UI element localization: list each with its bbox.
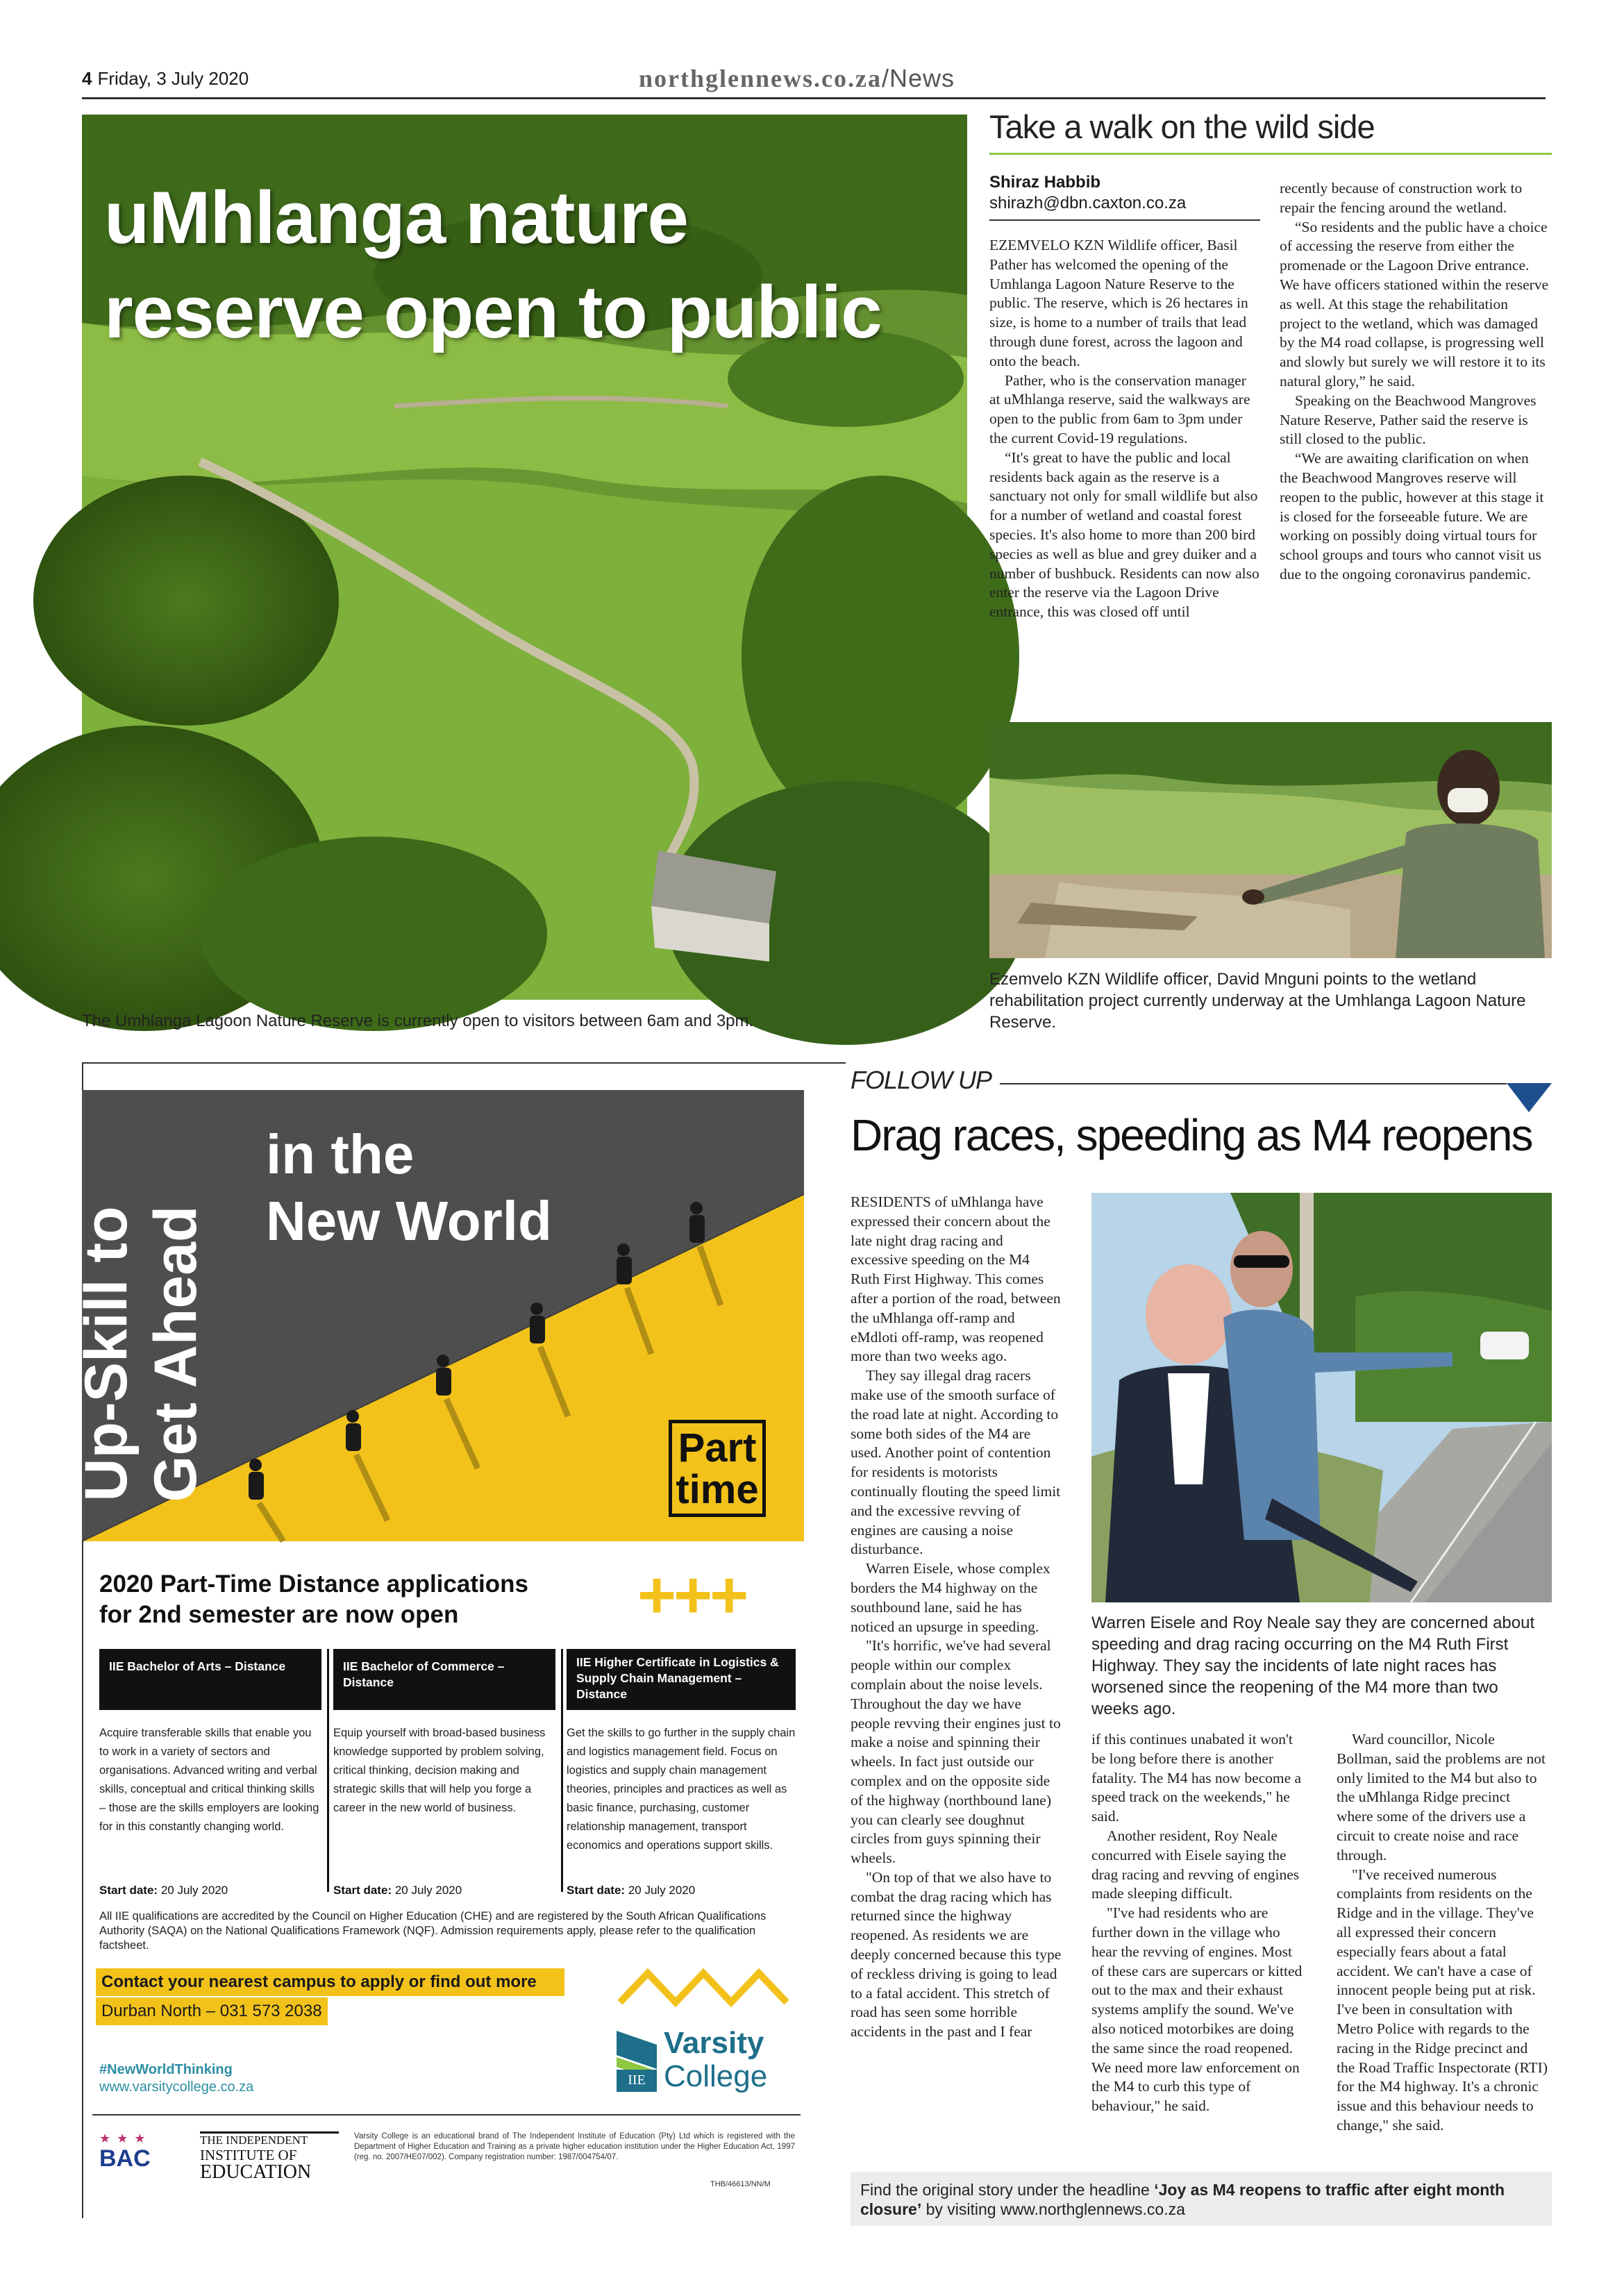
second-story-col-3 [1337,1730,1548,2136]
brand-name [664,2027,767,2093]
start-label: Start date: [333,1884,392,1897]
ad-website-link[interactable]: www.varsitycollege.co.za [99,2079,254,2095]
headline-line-2: reserve open to public [104,270,882,353]
ad-hero [73,1090,804,1541]
contact-campus: Durban North – 031 573 2038 [96,1997,328,2025]
course-title: IIE Higher Certificate in Logistics & Supply Chain Management – Distance [567,1649,796,1710]
footer-suffix[interactable]: by visiting www.northglennews.co.za [921,2200,1185,2218]
header-rule [82,97,1546,99]
iie-name-2: INSTITUTE OF [200,2147,297,2163]
iie-name-1: THE INDEPENDENT [200,2131,339,2147]
ad-title-line-1: 2020 Part-Time Distance applications [99,1570,528,1598]
footer-headline: ‘Joy as M4 reopens to traffic after eight month closure’ [860,2181,1505,2218]
legal-notice: Varsity College is an educational brand of The Independent Institute of Education (Pty) Ltd which is registered with the Department of Higher Education and Training as a private higher education institution under the Higher Education Act, 1997 (reg. no. 2007/HE07/002). Company registration number: 1987/004754/07. [354,2132,795,2161]
officer-pointing-image [989,722,1552,958]
site-name: northglennews.co.za [639,65,882,92]
course-col-2 [333,1649,555,1897]
paragraph: Another resident, Roy Neale concurred with Eisele saying the drag racing and revving of engines made sleeping difficult. [1091,1827,1300,1902]
ad-vertical-heading [72,1132,210,1576]
start-value: 20 July 2020 [628,1884,696,1897]
varsity-college-ad [73,1090,804,2229]
part-time-badge [669,1420,766,1517]
residents-photo [1091,1193,1552,1602]
paragraph: Speaking on the Beachwood Mangroves Nature Reserve, Pather said the reserve is still closed to the public. [1280,392,1537,448]
ad-reference: THB/46613/NN/M [710,2180,771,2188]
start-label: Start date: [99,1884,158,1897]
accreditation-note: All IIE qualifications are accredited by the Council on Higher Education (CHE) and are registered by the South African Qualifications Authority (SAQA) on the National Qualifications Framework (NQF). Admission requirements apply, please refer to the qualification factsheet. [99,1910,767,1952]
site-section: /News [881,64,955,92]
ad-headline-line-1: in the [266,1123,415,1185]
wildlife-officer-photo [989,722,1552,958]
page-number: 4 [82,68,92,89]
iie-name-3: EDUCATION [200,2161,312,2183]
course-desc: Get the skills to go further in the supply chain and logistics management field. Focus on logistics and supply chain management theories, principles and practices as well as basic finance, purchasing, customer relationship management, transport economics and operations support skills. [567,1727,796,1852]
course-col-3 [567,1649,796,1897]
contact-title: Contact your nearest campus to apply or find out more [96,1968,564,1996]
footer-prefix: Find the original story under the headline [860,2181,1155,2199]
brand-line-1: Varsity [664,2026,764,2060]
paragraph: Pather, who is the conservation manager at uMhlanga reserve, said the walkways are open to the public from 6am to 3pm under the current Covid-19 regulations. [989,371,1250,446]
start-label: Start date: [567,1884,626,1897]
start-value: 20 July 2020 [160,1884,228,1897]
residents-highway-image [1091,1193,1552,1602]
paragraph: EZEMVELO KZN Wildlife officer, Basil Pather has welcomed the opening of the Umhlanga Lagoon Nature Reserve to the public. The reserve, which is 26 hectares in size, is home to a number of trails that lead through dune forest, across the lagoon and onto the beach. [989,237,1248,369]
star-icon: ★ ★ ★ [99,2131,147,2145]
ad-headline-line-2: New World [266,1190,552,1252]
author-name: Shiraz Habbib [989,173,1101,192]
col-divider [561,1649,563,1892]
author-email[interactable]: shirazh@dbn.caxton.co.za [989,194,1187,212]
ad-title-line-2: for 2nd semester are now open [99,1601,459,1628]
residents-photo-caption: Warren Eisele and Roy Neale say they are concerned about speeding and drag racing occurring on the M4 Ruth First Highway. They say the incidents of late night races has worsened since the reopening of the M4 more than two weeks ago. [1091,1614,1535,1718]
follow-up-kicker: FOLLOW UP [851,1066,992,1094]
ad-vertical-line-2: Get Ahead [142,1205,209,1502]
second-story-col-2 [1091,1730,1303,2116]
section-rule [989,153,1552,155]
bac-logo [99,2131,190,2180]
paragraph: “It's great to have the public and local residents back again as the reserve is a sanctuary not only for small wildlife but also for a number of wetland and coastal forest species. It's also home to more than 200 bird species as well as blue and grey duiker and a number of bushbuck. Residents can now also enter the reserve via the Lagoon Drive entrance, this was closed off until [989,449,1259,621]
second-story-col-1 [851,1193,1062,2042]
paragraph: “So residents and the public have a choice of accessing the reserve from either the promenade or the Lagoon Drive entrance. We have officers stationed within the reserve as well. At this stage the rehabilitation project to the wetland, which was damaged by the M4 road collapse, is progressing well and slowly but surely we will restore it to its natural glory,” he said. [1280,218,1549,389]
paragraph: “We are awaiting clarification on when the Beachwood Mangroves reserve will reopen to the public, however at this stage it is closed for the forseeable future. We are working on possibly doing virtual tours for school groups and tours who cannot visit us due to the ongoing coronavirus pandemic. [1280,450,1544,583]
bac-text: BAC [99,2145,151,2172]
course-start [567,1884,796,1897]
plus-signs-icon: +++ [637,1558,746,1632]
course-col-1 [99,1649,321,1897]
hashtag: #NewWorldThinking [99,2062,233,2077]
paragraph: Warren Eisele, whose complex borders the M4 highway on the southbound lane, said he has noticed an upsurge in speeding. [851,1560,1050,1635]
top-story-col-2 [1280,179,1550,585]
top-headline [104,170,958,359]
zigzag-icon [617,1966,790,2008]
paragraph: "I've had residents who are further down in the village who hear the revving of engines. Most of these cars are supercars or kitted out to the max and their exhaust systems amplify the sound. We've also noticed motorbikes are doing the same since the road reopened. We need more law enforcement on the M4 to curb this type of behaviour," he said. [1091,1904,1303,2115]
story-section-title: Take a walk on the wild side [989,108,1375,145]
course-title: IIE Bachelor of Arts – Distance [99,1649,321,1710]
paragraph: RESIDENTS of uMhlanga have expressed their concern about the late night drag racing and excessive speeding on the M4 Ruth First Highway. This comes after a portion of the road, between the uMhlanga off-ramp and eMdloti off-ramp, was reopened more than two weeks ago. [851,1193,1061,1365]
brand-line-2: College [664,2059,768,2093]
col-divider [327,1649,329,1892]
ad-title [99,1569,655,1630]
main-photo-caption: The Umhlanga Lagoon Nature Reserve is currently open to visitors between 6am and 3pm. [82,1012,754,1030]
paragraph: recently because of construction work to repair the fencing around the wetland. [1280,180,1523,216]
paragraph: "It's horrific, we've had several people within our complex complain about the noise levels. Throughout the day we have people revving their engines just to make a noise and spinning their wheels. In fact just outside our complex and on the opposite side of the highway (northbound lane) you can clearly see doughnut circles from guys spinning their wheels. [851,1637,1061,1867]
officer-photo-caption: Ezemvelo KZN Wildlife officer, David Mnguni points to the wetland rehabilitation project currently underway at the Umhlanga Lagoon Nature Reserve. [989,970,1526,1032]
ad-footer-rule [92,2114,801,2115]
paragraph: Ward councillor, Nicole Bollman, said the problems are not only limited to the M4 but also to the uMhlanga Ridge precinct where some of the drivers use a circuit to create noise and race through. [1337,1731,1546,1863]
contact-box [96,1968,564,2027]
page-header-left [82,68,249,90]
badge-line-2: time [676,1467,759,1512]
lower-section-rule-left [82,1062,846,1064]
site-masthead [639,64,955,93]
varsity-college-logo [617,2024,797,2100]
ad-vertical-line-1: Up-Skill to [73,1206,140,1502]
paragraph: "On top of that we also have to combat the drag racing which has returned since the highway reopened. As residents we are deeply concerned because this type of reckless driving is going to lead to a fatal accident. This stretch of road has seen some horrible accidents in the past and I fear [851,1868,1062,2041]
badge-line-1: Part [678,1425,757,1470]
paragraph: if this continues unabated it won't be long before there is another fatality. The M4 has now become a speed track on the weekends," he said. [1091,1731,1302,1825]
paragraph: They say illegal drag racers make use of the smooth surface of the road late at night. According to some both sides of the M4 are used. Another point of contention for residents is motorists continually flouting the speed limit and the excessive revving of engines are causing a noise disturbance. [851,1367,1061,1558]
headline-line-1: uMhlanga nature [104,176,689,259]
ad-headline [266,1121,552,1255]
second-headline: Drag races, speeding as M4 reopens [851,1110,1532,1160]
original-story-box [851,2172,1552,2226]
course-start [99,1884,321,1897]
byline [989,172,1260,221]
crest-badge: IIE [628,2072,646,2088]
top-story-col-1 [989,236,1260,622]
course-start [333,1884,555,1897]
iie-logo [200,2131,339,2182]
byline-rule [989,219,1260,221]
course-title: IIE Bachelor of Commerce – Distance [333,1649,555,1710]
start-value: 20 July 2020 [394,1884,462,1897]
issue-date: Friday, 3 July 2020 [97,68,249,89]
course-desc: Acquire transferable skills that enable you to work in a variety of sectors and organisations. Advanced writing and verbal skills, conceptual and critical thinking skills – those are the skills employers are looking for in this constantly changing world. [99,1727,319,1833]
kicker-rule [1000,1083,1507,1084]
course-desc: Equip yourself with broad-based business knowledge supported by problem solving, critical thinking, decision making and strategic skills that will help you forge a career in the new world of business. [333,1727,546,1814]
paragraph: "I've received numerous complaints from residents on the Ridge and in the village. They've all expressed their concern especially fears about a fatal accident. We can't have a case of innocent people being put at risk. I've been in consultation with Metro Police with regards to the racing in the Ridge precinct and the Road Traffic Inspectorate (RTI) for the M4 highway. It's a chronic issue and this behaviour needs to change," she said. [1337,1866,1548,2134]
